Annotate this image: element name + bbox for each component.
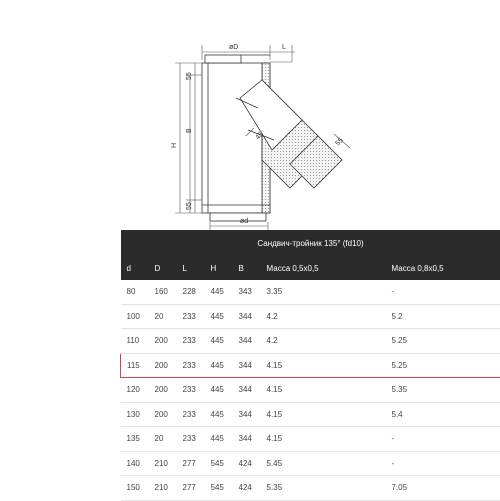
- table-cell: 445: [205, 353, 233, 378]
- table-cell: 424: [233, 451, 261, 476]
- table-cell: 445: [205, 427, 233, 452]
- table-cell: 344: [233, 427, 261, 452]
- table-cell: 5.35: [261, 476, 386, 501]
- table-cell: 4.15: [261, 402, 386, 427]
- table-row: [121, 451, 500, 476]
- table-cell: 445: [205, 402, 233, 427]
- table-cell: 344: [233, 378, 261, 403]
- table-cell: 7.05: [386, 476, 500, 501]
- table-cell: 210: [149, 476, 177, 501]
- column-header: Масса 0,5x0,5: [261, 256, 386, 280]
- table-cell: 4.15: [261, 353, 386, 378]
- branch-offset-label: 55: [334, 137, 345, 148]
- angle-label: 45: [254, 131, 265, 142]
- table-row: [121, 476, 500, 501]
- table-cell: 110: [121, 329, 149, 354]
- table-cell: 4.2: [261, 329, 386, 354]
- table-cell: 228: [177, 280, 205, 304]
- table-row: [121, 304, 500, 329]
- b-label: B: [186, 128, 193, 133]
- table-cell: 5.4: [386, 402, 500, 427]
- table-cell: 80: [121, 280, 149, 304]
- height-label: H: [171, 143, 178, 148]
- table-row: [121, 280, 500, 304]
- table-cell: 233: [177, 427, 205, 452]
- table-cell: 277: [177, 476, 205, 501]
- table-cell: 20: [149, 427, 177, 452]
- table-cell: 233: [177, 304, 205, 329]
- table-header-row: [121, 256, 500, 280]
- table-cell: 160: [149, 280, 177, 304]
- table-cell: 3.35: [261, 280, 386, 304]
- table-cell: 344: [233, 353, 261, 378]
- table-row: [121, 378, 500, 403]
- length-label: L: [282, 44, 286, 51]
- column-header: Масса 0,8x0,5: [386, 256, 500, 280]
- table-cell: 445: [205, 280, 233, 304]
- table-cell: 120: [121, 378, 149, 403]
- table-cell: 135: [121, 427, 149, 452]
- table-cell: 140: [121, 451, 149, 476]
- table-cell: 5.35: [386, 378, 500, 403]
- column-header: d: [121, 256, 149, 280]
- table-cell: 545: [205, 451, 233, 476]
- table-cell: 233: [177, 329, 205, 354]
- table-cell: 115: [121, 353, 149, 378]
- table-cell: 4.2: [261, 304, 386, 329]
- table-cell: -: [386, 427, 500, 452]
- spec-table: [120, 230, 500, 501]
- table-cell: 5.45: [261, 451, 386, 476]
- diameter-top-label: øD: [229, 44, 238, 51]
- column-header: B: [233, 256, 261, 280]
- table-row: [121, 329, 500, 354]
- table-cell: 545: [205, 476, 233, 501]
- tee-technical-drawing: [0, 0, 500, 230]
- table-cell: 20: [149, 304, 177, 329]
- table-cell: -: [386, 280, 500, 304]
- table-cell: 5.2: [386, 304, 500, 329]
- table-cell: 5.25: [386, 329, 500, 354]
- diameter-bottom-label: ød: [240, 218, 248, 225]
- table-cell: 4.15: [261, 427, 386, 452]
- table-cell: 200: [149, 402, 177, 427]
- table-cell: 445: [205, 329, 233, 354]
- offset-top-label: 55: [186, 72, 193, 80]
- table-cell: 233: [177, 402, 205, 427]
- table-cell: 277: [177, 451, 205, 476]
- table-row-highlighted: [121, 353, 500, 378]
- column-header: D: [149, 256, 177, 280]
- table-cell: 200: [149, 353, 177, 378]
- table-cell: 344: [233, 304, 261, 329]
- table-cell: 344: [233, 402, 261, 427]
- table-cell: 5.25: [386, 353, 500, 378]
- table-cell: 150: [121, 476, 149, 501]
- table-title: Сандвич-тройник 135° (fd10): [121, 230, 500, 256]
- table-cell: 200: [149, 378, 177, 403]
- table-cell: 233: [177, 378, 205, 403]
- table-cell: -: [386, 451, 500, 476]
- table-row: [121, 402, 500, 427]
- table-cell: 445: [205, 304, 233, 329]
- table-cell: 100: [121, 304, 149, 329]
- table-cell: 344: [233, 329, 261, 354]
- table-cell: 343: [233, 280, 261, 304]
- table-cell: 130: [121, 402, 149, 427]
- table-cell: 210: [149, 451, 177, 476]
- table-cell: 233: [177, 353, 205, 378]
- table-cell: 200: [149, 329, 177, 354]
- table-cell: 445: [205, 378, 233, 403]
- column-header: L: [177, 256, 205, 280]
- table-row: [121, 427, 500, 452]
- table-cell: 4.15: [261, 378, 386, 403]
- offset-bottom-label: 55: [186, 202, 193, 210]
- column-header: H: [205, 256, 233, 280]
- table-body: [121, 280, 500, 500]
- table-cell: 424: [233, 476, 261, 501]
